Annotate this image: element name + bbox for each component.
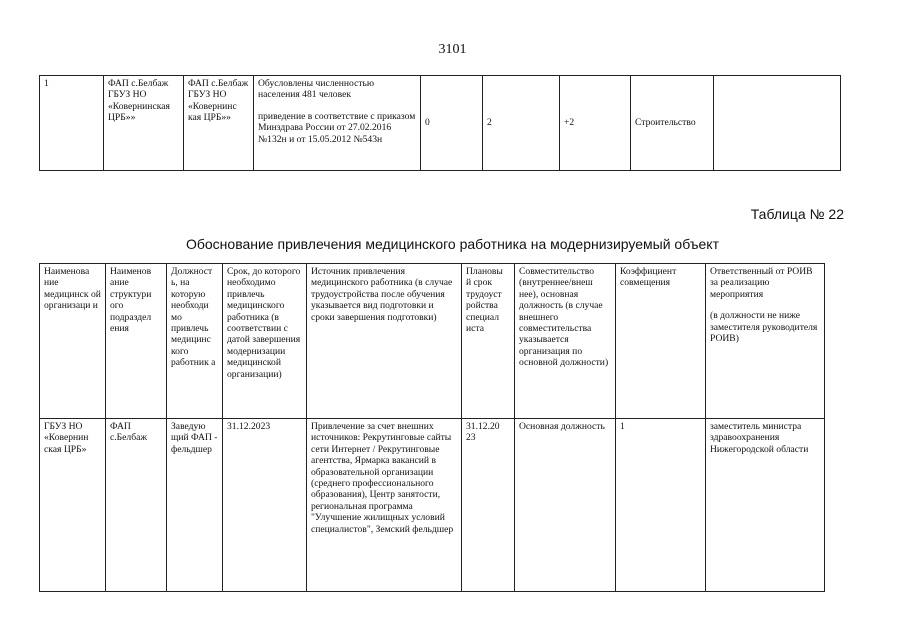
header-source: Источник привлечения медицинского работника (в случае трудоустройства после обучения указывается вид подготовки и сроки завершения подготовки)	[307, 264, 462, 419]
cell-organization: ГБУЗ НО «Ковернин ская ЦРБ»	[40, 419, 106, 592]
empty-cell	[714, 76, 841, 171]
header-deadline: Срок, до которого необходимо привлечь медицинского работника (в соответствии с датой завершения модернизации медицинской организации)	[223, 264, 307, 419]
header-position: Должност ь, на которую необходи мо привлечь медицинс кого работник а	[167, 264, 223, 419]
header-subdivision: Наименов ание структури ого подраздел ения	[106, 264, 167, 419]
table-row	[40, 419, 825, 592]
facility-cell: ФАП с.Белбаж ГБУЗ НО «Ковернинская ЦРБ»»	[104, 76, 184, 171]
header-responsible-title: Ответственный от РОИВ за реализацию мероприятия	[710, 266, 813, 300]
header-planned-date: Плановы й срок трудоуст ройства специал иста	[462, 264, 515, 419]
cell-responsible: заместитель министра здравоохранения Нижегородской области	[706, 419, 825, 592]
top-table-row	[40, 76, 841, 171]
cell-subdivision: ФАП с.Белбаж	[106, 419, 167, 592]
top-table	[39, 75, 841, 171]
main-table	[39, 263, 825, 592]
header-coefficient: Коэффициент совмещения	[616, 264, 706, 419]
row-number: 1	[40, 76, 104, 171]
justification-order: приведение в соответствие с приказом Минздрава России от 27.02.2016 №132н и от 15.05.2012 №543н	[258, 110, 416, 145]
page-number: 3101	[438, 42, 467, 57]
header-responsible-note: (в должности не ниже заместителя руководителя РОИВ)	[710, 310, 818, 345]
work-type-cell: Строительство	[631, 76, 714, 171]
cell-source: Привлечение за счет внешних источников: Рекрутинговые сайты сети Интернет / Рекрутинговые агентства, Ярмарка вакансий в образовательной организации (среднего профессионального образования), Центр занятости, региональная программа "Улучшение жилищных условий специалистов", Земский фельдшер	[307, 419, 462, 592]
cell-combination: Основная должность	[515, 419, 616, 592]
cell-deadline: 31.12.2023	[223, 419, 307, 592]
table-title: Обоснование привлечения медицинского работника на модернизируемый объект	[185, 236, 720, 252]
header-responsible	[706, 264, 825, 419]
cell-position: Заведую щий ФАП - фельдшер	[167, 419, 223, 592]
justification-population: Обусловлены численностью населения 481 человек	[258, 78, 375, 101]
value-cell-3: +2	[560, 76, 631, 171]
facility-cell-2: ФАП с.Белбаж ГБУЗ НО «Ковернинс кая ЦРБ»»	[184, 76, 254, 171]
table-caption: Таблица № 22	[750, 206, 844, 222]
justification-cell	[254, 76, 421, 171]
value-cell-2: 2	[483, 76, 560, 171]
value-cell-1: 0	[421, 76, 483, 171]
header-organization: Наименова ние медицинск ой организаци и	[40, 264, 106, 419]
header-combination: Совместительство (внутреннее/внеш нее), основная должность (в случае внешнего совместительства указывается организация по основной должности)	[515, 264, 616, 419]
cell-coefficient: 1	[616, 419, 706, 592]
cell-planned-date: 31.12.20 23	[462, 419, 515, 592]
header-row	[40, 264, 825, 419]
